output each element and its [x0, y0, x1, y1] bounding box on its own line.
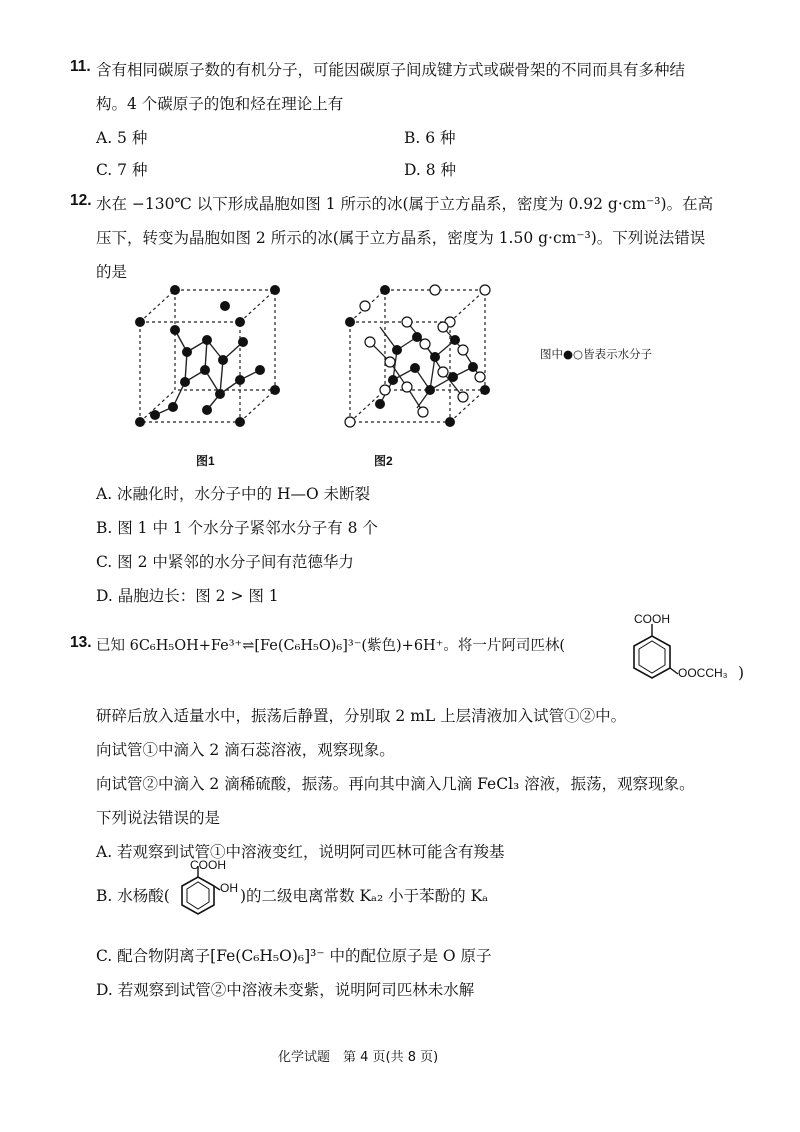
bracket-close: ) [738, 664, 745, 682]
question-number: 13. [70, 634, 92, 651]
question-text: 向试管②中滴入 2 滴稀硫酸，振荡。再向其中滴入几滴 FeCl₃ 溶液，振荡，观察现象。 [96, 775, 695, 793]
option-c: C. 图 2 中紧邻的水分子间有范德华力 [96, 553, 354, 571]
figure-1-crystal-cell [125, 282, 325, 442]
option-c: C. 配合物阴离子[Fe(C₆H₅O)₆]³⁻ 中的配位原子是 O 原子 [96, 947, 492, 965]
figure-2-label: 图2 [374, 454, 393, 468]
option-d: D. 8 种 [404, 161, 457, 179]
option-c: C. 7 种 [96, 161, 148, 179]
page-footer: 化学试题 第 4 页(共 8 页) [278, 1050, 439, 1065]
option-b-prefix: B. 水杨酸( [96, 887, 170, 905]
option-a: A. 5 种 [96, 129, 148, 147]
option-d: D. 晶胞边长：图 2 > 图 1 [96, 587, 279, 605]
option-a: A. 冰融化时，水分子中的 H—O 未断裂 [96, 485, 371, 503]
figure-2-crystal-cell [335, 282, 535, 442]
aspirin-structure-diagram [612, 628, 692, 698]
salicylic-oh-label: OH [220, 881, 238, 895]
aspirin-cooh-label: COOH [634, 612, 670, 626]
question-text: 向试管①中滴入 2 滴石蕊溶液，观察现象。 [96, 741, 395, 759]
question-text: 水在 −130℃ 以下形成晶胞如图 1 所示的冰(属于立方晶系，密度为 0.92 g·cm⁻³)。在高 [96, 195, 714, 213]
question-text: 压下，转变为晶胞如图 2 所示的冰(属于立方晶系，密度为 1.50 g·cm⁻³)。下列说法错误 [96, 229, 706, 247]
aspirin-substituent-label: OOCCH₃ [678, 666, 728, 680]
question-text: 含有相同碳原子数的有机分子，可能因碳原子间成键方式或碳骨架的不同而具有多种结 [96, 61, 686, 79]
question-text: 下列说法错误的是 [96, 809, 221, 827]
option-a: A. 若观察到试管①中溶液变红，说明阿司匹林可能含有羧基 [96, 843, 505, 861]
option-b-text: )的二级电离常数 Kₐ₂ 小于苯酚的 Kₐ [240, 887, 489, 905]
option-b: B. 图 1 中 1 个水分子紧邻水分子有 8 个 [96, 519, 378, 537]
question-text: 研碎后放入适量水中，振荡后静置，分别取 2 mL 上层清液加入试管①②中。 [96, 707, 627, 725]
question-number: 11. [70, 58, 91, 75]
option-b: B. 6 种 [404, 129, 456, 147]
figure-legend: 图中●○皆表示水分子 [540, 347, 653, 361]
question-text: 构。4 个碳原子的饱和烃在理论上有 [96, 95, 344, 113]
option-d: D. 若观察到试管②中溶液未变紫，说明阿司匹林未水解 [96, 981, 475, 999]
salicylic-cooh-label: COOH [190, 858, 226, 872]
figure-1-label: 图1 [196, 454, 215, 468]
question-number: 12. [70, 192, 92, 209]
question-text: 的是 [96, 263, 128, 281]
equation-text: 已知 6C₆H₅OH+Fe³⁺⇌[Fe(C₆H₅O)₆]³⁻(紫色)+6H⁺。将一片阿司匹林( [96, 638, 565, 654]
